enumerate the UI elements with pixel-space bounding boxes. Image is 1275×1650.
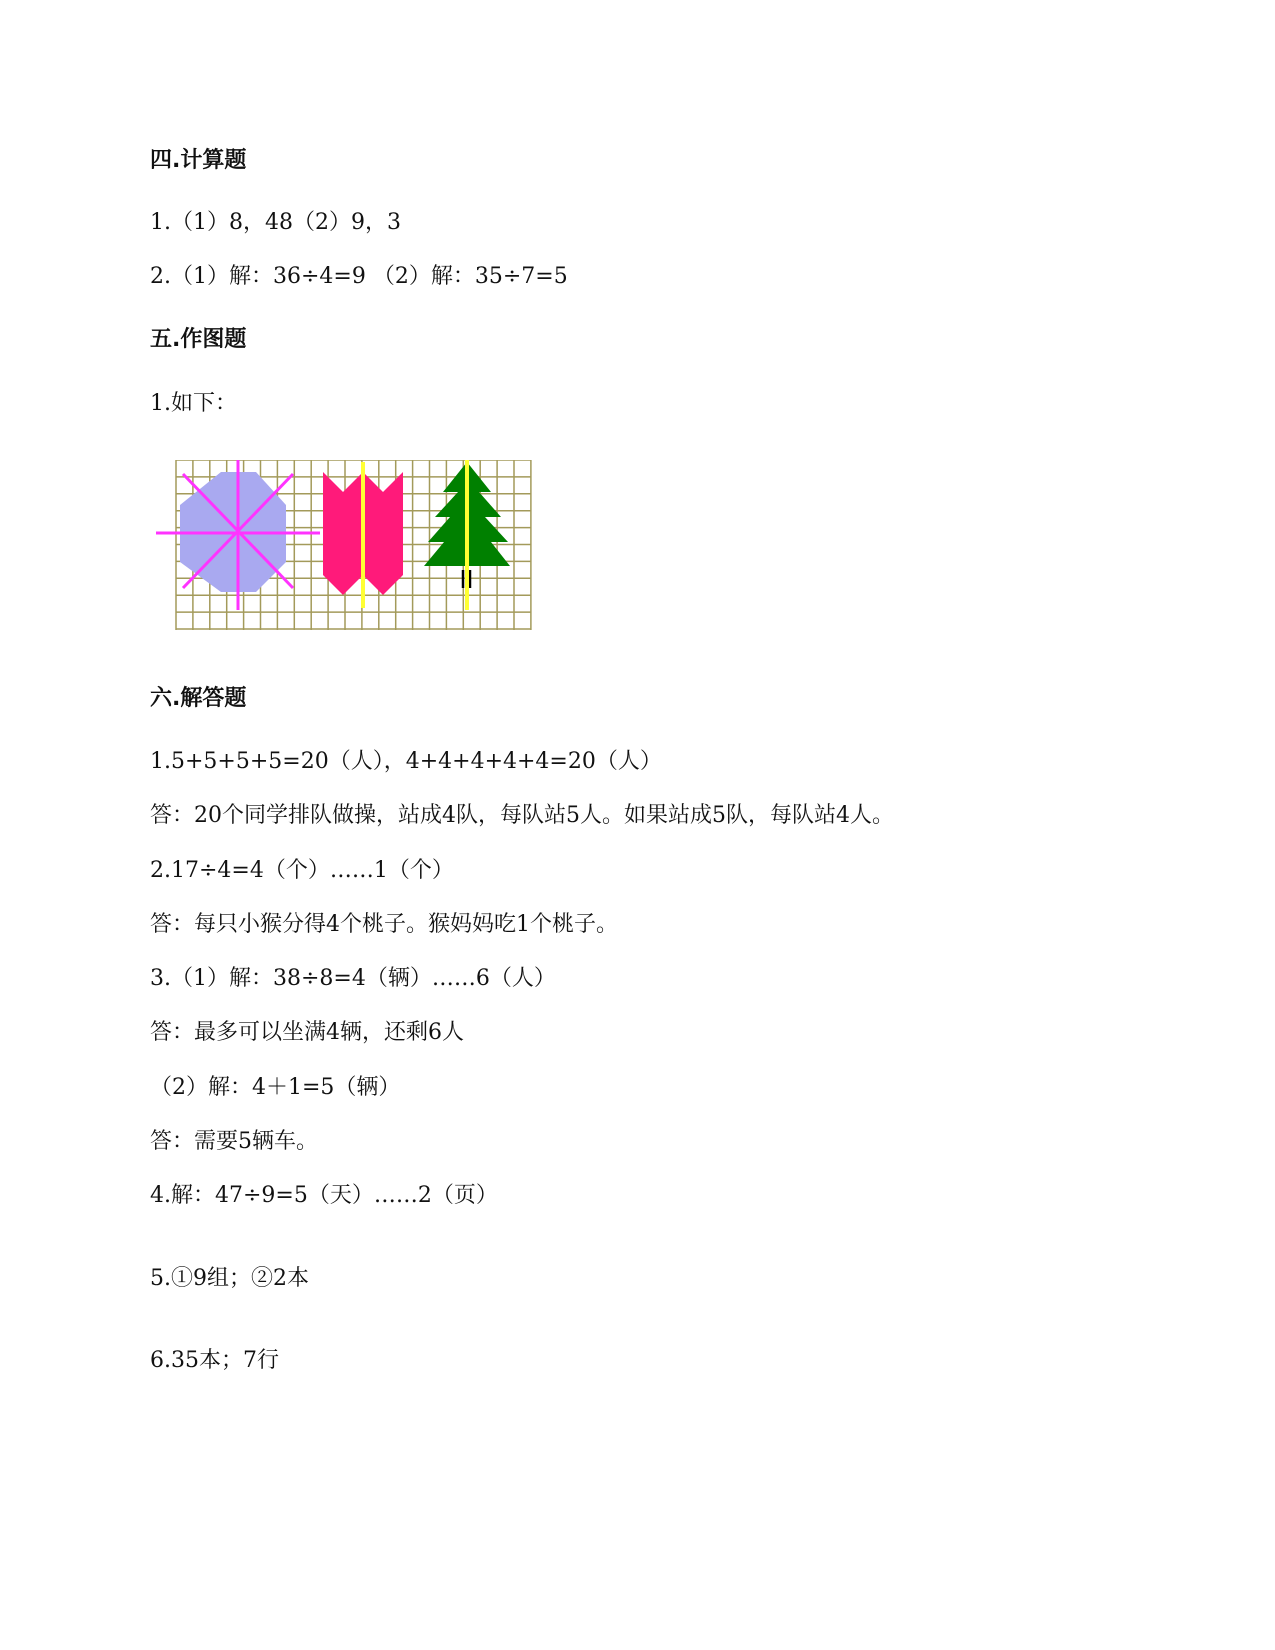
answer-line: 6.35本；7行 (150, 1348, 279, 1373)
answer-line: 答：每只小猴分得4个桃子。猴妈妈吃1个桃子。 (150, 912, 618, 937)
answer-line: 5.①9组；②2本 (150, 1266, 309, 1291)
answer-line: 1.5+5+5+5=20（人），4+4+4+4+4=20（人） (150, 749, 662, 774)
heading-section-4: 四.计算题 (150, 148, 247, 173)
symmetry-drawing-figure (156, 460, 556, 650)
answer-line: 2.17÷4=4（个）……1（个） (150, 858, 454, 883)
answer-line: 答：20个同学排队做操，站成4队，每队站5人。如果站成5队，每队站4人。 (150, 803, 894, 828)
answer-line: 2.（1）解：36÷4=9 （2）解：35÷7=5 (150, 264, 568, 289)
answer-line: 答：最多可以坐满4辆，还剩6人 (150, 1020, 464, 1045)
heading-section-5: 五.作图题 (150, 327, 247, 352)
answer-line: 3.（1）解：38÷8=4（辆）……6（人） (150, 966, 556, 991)
answer-line: 4.解：47÷9=5（天）……2（页） (150, 1183, 498, 1208)
answer-line: 1.（1）8，48（2）9，3 (150, 210, 401, 235)
answer-line: 答：需要5辆车。 (150, 1129, 318, 1154)
heading-section-6: 六.解答题 (150, 686, 247, 711)
answer-line: 1.如下： (150, 391, 237, 416)
answer-line: （2）解：4＋1=5（辆） (150, 1075, 401, 1100)
